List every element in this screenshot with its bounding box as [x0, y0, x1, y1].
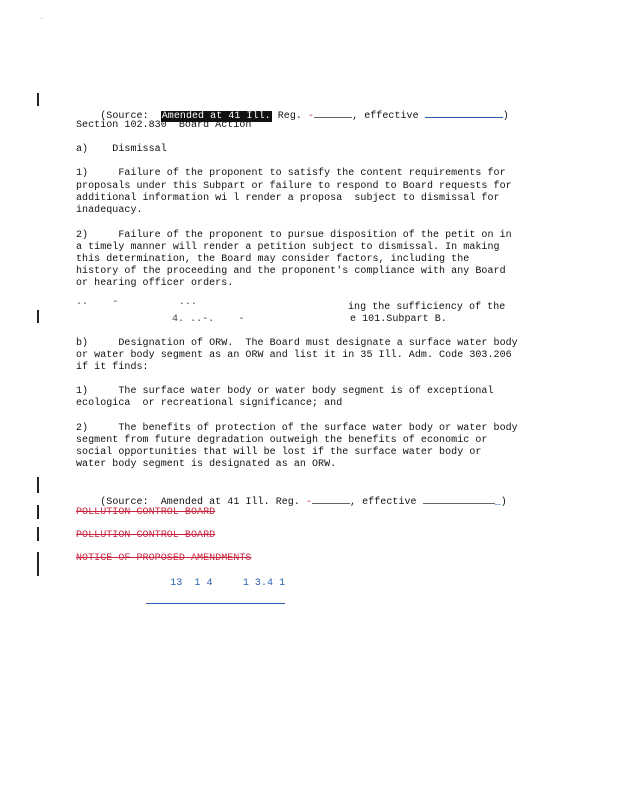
source-close: ) — [502, 111, 509, 123]
para-a2-line: or hearing officer orders. — [76, 278, 234, 289]
para-b-line: or water body segment as an ORW and list it in 35 Ill. Adm. Code 303.206 — [76, 350, 512, 361]
reg-number-blank: - — [308, 111, 315, 123]
effective-date-blank — [425, 108, 503, 118]
source-prefix: (Source: — [100, 111, 149, 123]
source-close: ) — [500, 497, 507, 509]
red-header-line: POLLUTION CONTROL BOARD — [76, 507, 216, 518]
revision-mark — [37, 93, 39, 106]
para-a2-line: history of the proceeding and the proponent's compliance with any Board — [76, 266, 506, 277]
blue-underlined-text: 13 1 4 1 3.4 1 — [170, 578, 286, 590]
effective-label: effective — [362, 497, 417, 509]
para-b1-line: 1) The surface water body or water body segment is of exceptional — [76, 386, 494, 397]
fragment-left: .. - ... — [76, 297, 198, 308]
para-a2-line: a timely manner will render a petition subject to dismissal. In making — [76, 242, 500, 253]
source-line: (Source: Amended at 41 Ill. Reg. - , effective ) — [76, 96, 509, 136]
revision-mark — [37, 477, 39, 493]
effective-label: effective — [364, 111, 419, 123]
source-line: (Source: Amended at 41 Ill. Reg. - , effective _) — [76, 482, 507, 522]
subsection-a-heading: a) Dismissal — [76, 144, 167, 155]
blank-mark: _ — [494, 497, 501, 509]
scan-speck: . — [40, 14, 44, 21]
para-b2-line: water body segment is designated as an ORW. — [76, 459, 337, 470]
para-b-line: b) Designation of ORW. The Board must designate a surface water body — [76, 338, 518, 349]
fragment-left: 4. ..-. - — [172, 314, 245, 325]
red-header-line: NOTICE OF PROPOSED AMENDMENTS — [76, 553, 252, 564]
revision-mark — [37, 310, 39, 323]
para-a1-line: inadequacy. — [76, 205, 143, 216]
para-a2-line: 2) Failure of the proponent to pursue disposition of the petit on in — [76, 230, 512, 241]
blue-underlined-line — [146, 566, 285, 604]
revision-mark — [37, 552, 39, 576]
reg-label: Reg. — [277, 111, 302, 123]
para-b-line: if it finds: — [76, 362, 149, 373]
revision-mark — [37, 505, 39, 519]
para-a1-line: additional information wi l render a proposa subject to dismissal for — [76, 193, 500, 204]
para-b1-line: ecologica or recreational significance; and — [76, 398, 343, 409]
reg-blank — [312, 494, 350, 504]
revision-mark — [37, 527, 39, 541]
fragment-right: ing the sufficiency of the — [348, 302, 506, 313]
reg-blank — [314, 108, 352, 118]
effective-date-blank — [423, 494, 495, 504]
reg-number-blank: - — [305, 497, 313, 509]
para-a1-line: proposals under this Subpart or failure to respond to Board requests for — [76, 181, 512, 192]
fragment-right: e 101.Subpart B. — [350, 314, 447, 325]
para-b2-line: 2) The benefits of protection of the surface water body or water body — [76, 423, 518, 434]
section-heading: Section 102.830 Board Action — [76, 120, 252, 131]
para-b2-line: segment from future degradation outweigh the benefits of economic or — [76, 435, 488, 446]
para-a2-line: this determination, the Board may consider factors, including the — [76, 254, 470, 265]
amended-highlight: Amended at 41 Ill. — [161, 111, 271, 123]
source-text: (Source: Amended at 41 Ill. Reg. — [100, 497, 300, 509]
para-b2-line: social opportunities that will be lost if the surface water body or — [76, 447, 482, 458]
red-header-line: POLLUTION CONTROL BOARD — [76, 530, 216, 541]
para-a1-line: 1) Failure of the proponent to satisfy the content requirements for — [76, 168, 506, 179]
